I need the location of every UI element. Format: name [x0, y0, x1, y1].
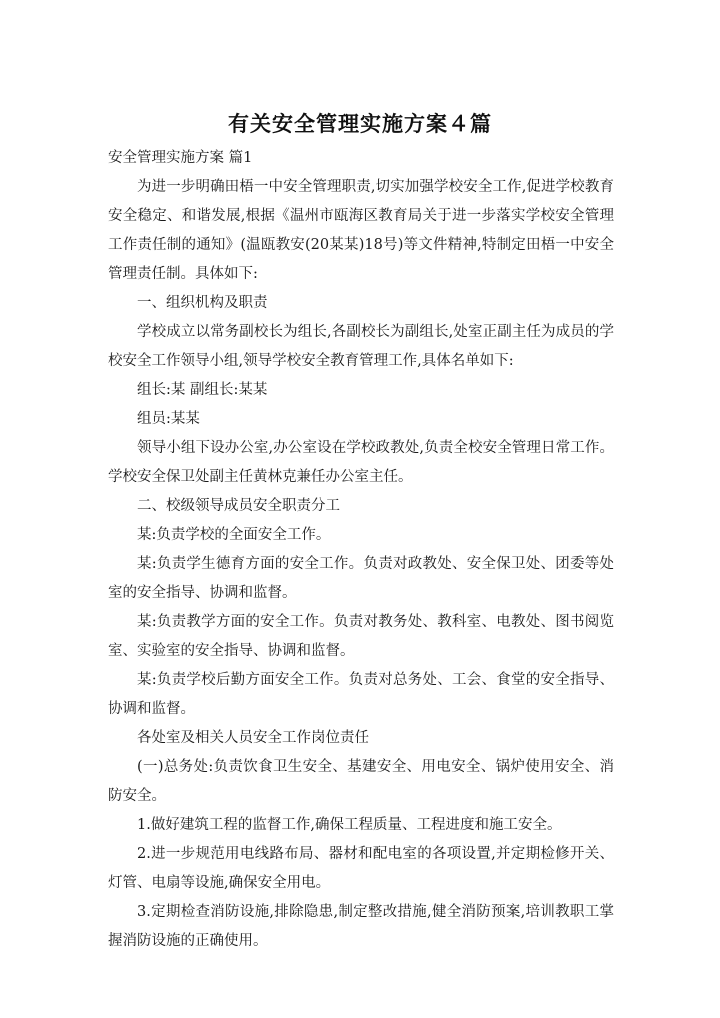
- paragraph: 1.做好建筑工程的监督工作,确保工程质量、工程进度和施工安全。: [137, 817, 562, 833]
- paragraph: 一、组织机构及职责: [137, 295, 268, 311]
- paragraph: 某:负责教学方面的安全工作。负责对教务处、教科室、电教处、图书阅览室、实验室的安全指导、协调和监督。: [108, 614, 614, 659]
- paragraph: 某:负责学校的全面安全工作。: [137, 527, 331, 543]
- paragraph: 3.定期检查消防设施,排除隐患,制定整改措施,健全消防预案,培训教职工掌握消防设施的正确使用。: [108, 904, 614, 949]
- paragraph: 某:负责学生德育方面的安全工作。负责对政教处、安全保卫处、团委等处室的安全指导、协调和监督。: [108, 556, 614, 601]
- paragraph: 学校成立以常务副校长为组长,各副校长为副组长,处室正副主任为成员的学校安全工作领导小组,领导学校安全教育管理工作,具体名单如下:: [108, 324, 614, 369]
- paragraph: 2.进一步规范用电线路布局、器材和配电室的各项设置,并定期检修开关、灯管、电扇等设施,确保安全用电。: [108, 846, 614, 891]
- paragraph: 组员:某某: [137, 411, 200, 427]
- paragraph: 领导小组下设办公室,办公室设在学校政教处,负责全校安全管理日常工作。学校安全保卫处副主任黄林克兼任办公室主任。: [108, 440, 614, 485]
- document-body: [108, 144, 614, 956]
- paragraph: 各处室及相关人员安全工作岗位责任: [137, 730, 369, 746]
- paragraph: 为进一步明确田梧一中安全管理职责,切实加强学校安全工作,促进学校教育安全稳定、和谐发展,根据《温州市瓯海区教育局关于进一步落实学校安全管理工作责任制的通知》(温瓯教安(20某某)18号)等文件精神,特制定田梧一中安全管理责任制。具体如下:: [108, 179, 614, 282]
- paragraph: 二、校级领导成员安全职责分工: [137, 498, 340, 514]
- paragraph: 组长:某 副组长:某某: [137, 382, 268, 398]
- paragraph: (一)总务处:负责饮食卫生安全、基建安全、用电安全、锅炉使用安全、消防安全。: [108, 759, 614, 804]
- section-heading: 安全管理实施方案 篇1: [108, 150, 253, 166]
- document-title: 有关安全管理实施方案４篇: [228, 112, 492, 136]
- paragraph: 某:负责学校后勤方面安全工作。负责对总务处、工会、食堂的安全指导、协调和监督。: [108, 672, 614, 717]
